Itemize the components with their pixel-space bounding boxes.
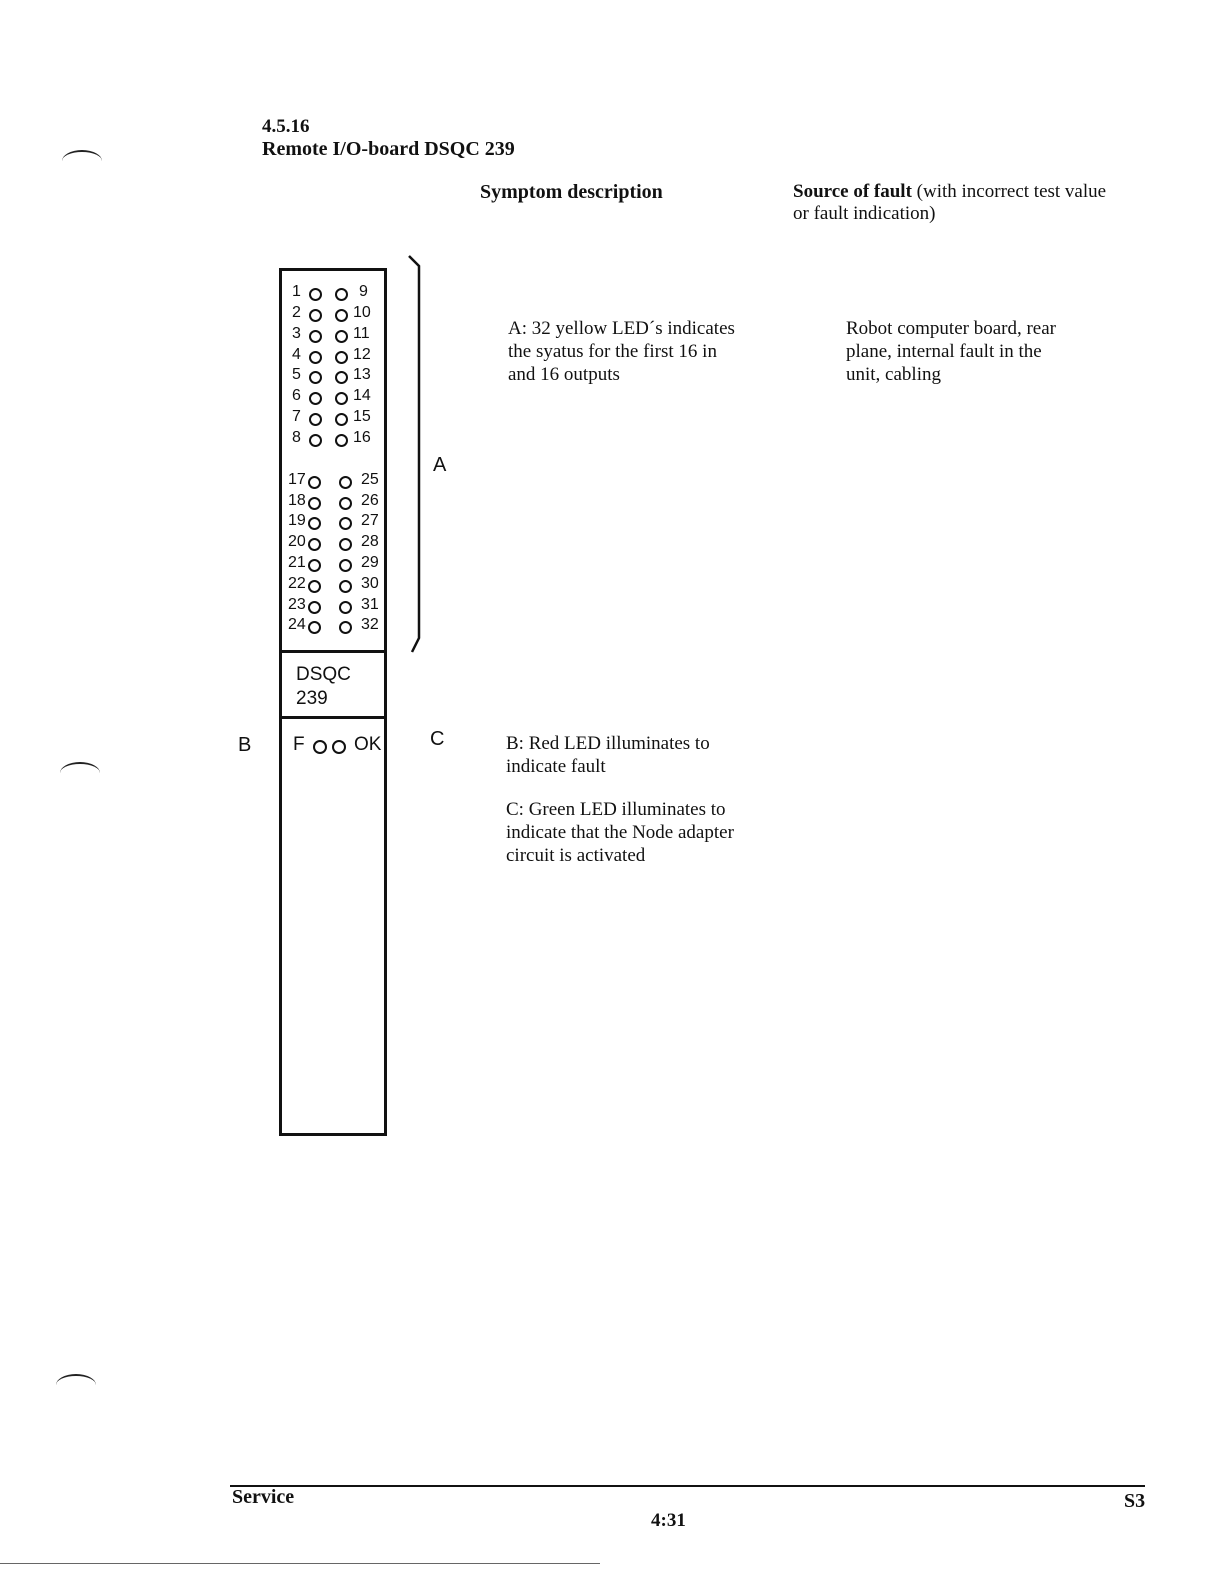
board-name	[296, 663, 351, 711]
footer-section: Service	[232, 1486, 295, 1508]
led-number-right: 32	[361, 616, 379, 633]
bottom-edge-line	[0, 1563, 600, 1564]
led-icon	[308, 476, 321, 489]
led-icon	[339, 601, 352, 614]
led-icon	[309, 330, 322, 343]
led-icon	[308, 497, 321, 510]
led-number-right: 28	[361, 533, 379, 550]
source-header-bold: Source of fault	[793, 181, 912, 202]
ok-led-icon	[332, 740, 346, 754]
led-icon	[309, 288, 322, 301]
led-row	[287, 325, 383, 346]
led-number-left: 7	[292, 408, 301, 425]
section-number: 4.5.16	[262, 116, 310, 137]
description-a	[508, 317, 735, 386]
led-number-left: 1	[292, 283, 301, 300]
led-icon	[335, 371, 348, 384]
footer-code: S3	[1124, 1490, 1146, 1512]
led-row	[287, 346, 383, 367]
description-c-line: C: Green LED illuminates to	[506, 799, 726, 820]
led-number-left: 2	[292, 304, 301, 321]
led-number-left: 17	[288, 471, 306, 488]
description-b-line: B: Red LED illuminates to	[506, 733, 710, 754]
led-number-right: 31	[361, 596, 379, 613]
footer-rule	[230, 1485, 1145, 1487]
led-row	[287, 616, 383, 637]
led-number-right: 11	[353, 325, 370, 342]
led-icon	[309, 434, 322, 447]
led-number-right: 15	[353, 408, 371, 425]
led-icon	[309, 413, 322, 426]
led-number-right: 12	[353, 346, 371, 363]
led-row	[287, 471, 383, 492]
description-a-line: A: 32 yellow LED´s indicates	[508, 318, 735, 339]
led-row	[287, 304, 383, 325]
fault-led-icon	[313, 740, 327, 754]
led-row	[287, 512, 383, 533]
description-c	[506, 798, 734, 867]
binder-mark-icon	[60, 762, 100, 784]
led-number-left: 3	[292, 325, 301, 342]
led-icon	[339, 538, 352, 551]
section-title: Remote I/O-board DSQC 239	[262, 138, 515, 160]
led-number-left: 23	[288, 596, 306, 613]
description-b	[506, 732, 710, 778]
led-icon	[339, 559, 352, 572]
led-icon	[308, 580, 321, 593]
led-number-right: 27	[361, 512, 379, 529]
led-number-left: 6	[292, 387, 301, 404]
led-icon	[335, 351, 348, 364]
bracket-a-icon	[405, 254, 433, 656]
label-b: B	[238, 734, 252, 756]
led-icon	[335, 330, 348, 343]
label-a: A	[433, 454, 447, 476]
source-fault-line: unit, cabling	[846, 364, 941, 385]
description-c-line: circuit is activated	[506, 845, 646, 866]
led-icon	[335, 413, 348, 426]
led-icon	[309, 351, 322, 364]
source-header	[793, 181, 1123, 225]
led-row	[287, 596, 383, 617]
led-number-left: 19	[288, 512, 306, 529]
led-row	[287, 366, 383, 387]
led-number-left: 21	[288, 554, 306, 571]
led-icon	[339, 476, 352, 489]
panel-divider	[279, 650, 387, 653]
led-row	[287, 554, 383, 575]
led-number-right: 30	[361, 575, 379, 592]
ok-label: OK	[354, 734, 382, 755]
board-name-line2: 239	[296, 688, 328, 709]
led-icon	[339, 517, 352, 530]
led-icon	[308, 601, 321, 614]
led-number-left: 22	[288, 575, 306, 592]
label-c: C	[430, 728, 445, 750]
led-icon	[335, 309, 348, 322]
led-number-left: 8	[292, 429, 301, 446]
led-number-right: 13	[353, 366, 371, 383]
led-number-right: 25	[361, 471, 379, 488]
description-b-line: indicate fault	[506, 756, 606, 777]
status-leds	[293, 734, 385, 758]
board-name-line1: DSQC	[296, 664, 351, 685]
page-number: 4:31	[651, 1510, 686, 1531]
led-icon	[335, 392, 348, 405]
source-fault-line: plane, internal fault in the	[846, 341, 1042, 362]
led-number-left: 20	[288, 533, 306, 550]
description-a-line: the syatus for the first 16 in	[508, 341, 717, 362]
led-icon	[335, 288, 348, 301]
led-icon	[339, 497, 352, 510]
led-icon	[339, 621, 352, 634]
led-number-right: 16	[353, 429, 371, 446]
led-number-left: 4	[292, 346, 301, 363]
led-number-right: 29	[361, 554, 379, 571]
led-row	[287, 387, 383, 408]
led-icon	[308, 559, 321, 572]
led-row	[287, 408, 383, 429]
led-row	[287, 492, 383, 513]
led-number-right: 14	[353, 387, 371, 404]
led-icon	[335, 434, 348, 447]
led-number-right: 26	[361, 492, 379, 509]
symptom-header: Symptom description	[480, 181, 663, 203]
led-number-right: 10	[353, 304, 371, 321]
source-fault-line: Robot computer board, rear	[846, 318, 1056, 339]
description-a-line: and 16 outputs	[508, 364, 620, 385]
panel-divider	[279, 716, 387, 719]
led-number-left: 24	[288, 616, 306, 633]
led-icon	[309, 371, 322, 384]
led-icon	[309, 309, 322, 322]
binder-mark-icon	[56, 1374, 96, 1396]
led-icon	[308, 621, 321, 634]
led-row	[287, 429, 383, 450]
led-icon	[308, 538, 321, 551]
led-icon	[308, 517, 321, 530]
source-fault-a	[846, 317, 1056, 386]
led-row	[287, 283, 383, 304]
binder-mark-icon	[62, 150, 102, 172]
led-number-right: 9	[359, 283, 368, 300]
led-number-left: 18	[288, 492, 306, 509]
led-row	[287, 533, 383, 554]
description-c-line: indicate that the Node adapter	[506, 822, 734, 843]
source-header-rest: (with incorrect test value or fault indication)	[793, 181, 1107, 224]
led-row	[287, 575, 383, 596]
led-number-left: 5	[292, 366, 301, 383]
led-icon	[339, 580, 352, 593]
fault-label: F	[293, 734, 305, 755]
led-icon	[309, 392, 322, 405]
